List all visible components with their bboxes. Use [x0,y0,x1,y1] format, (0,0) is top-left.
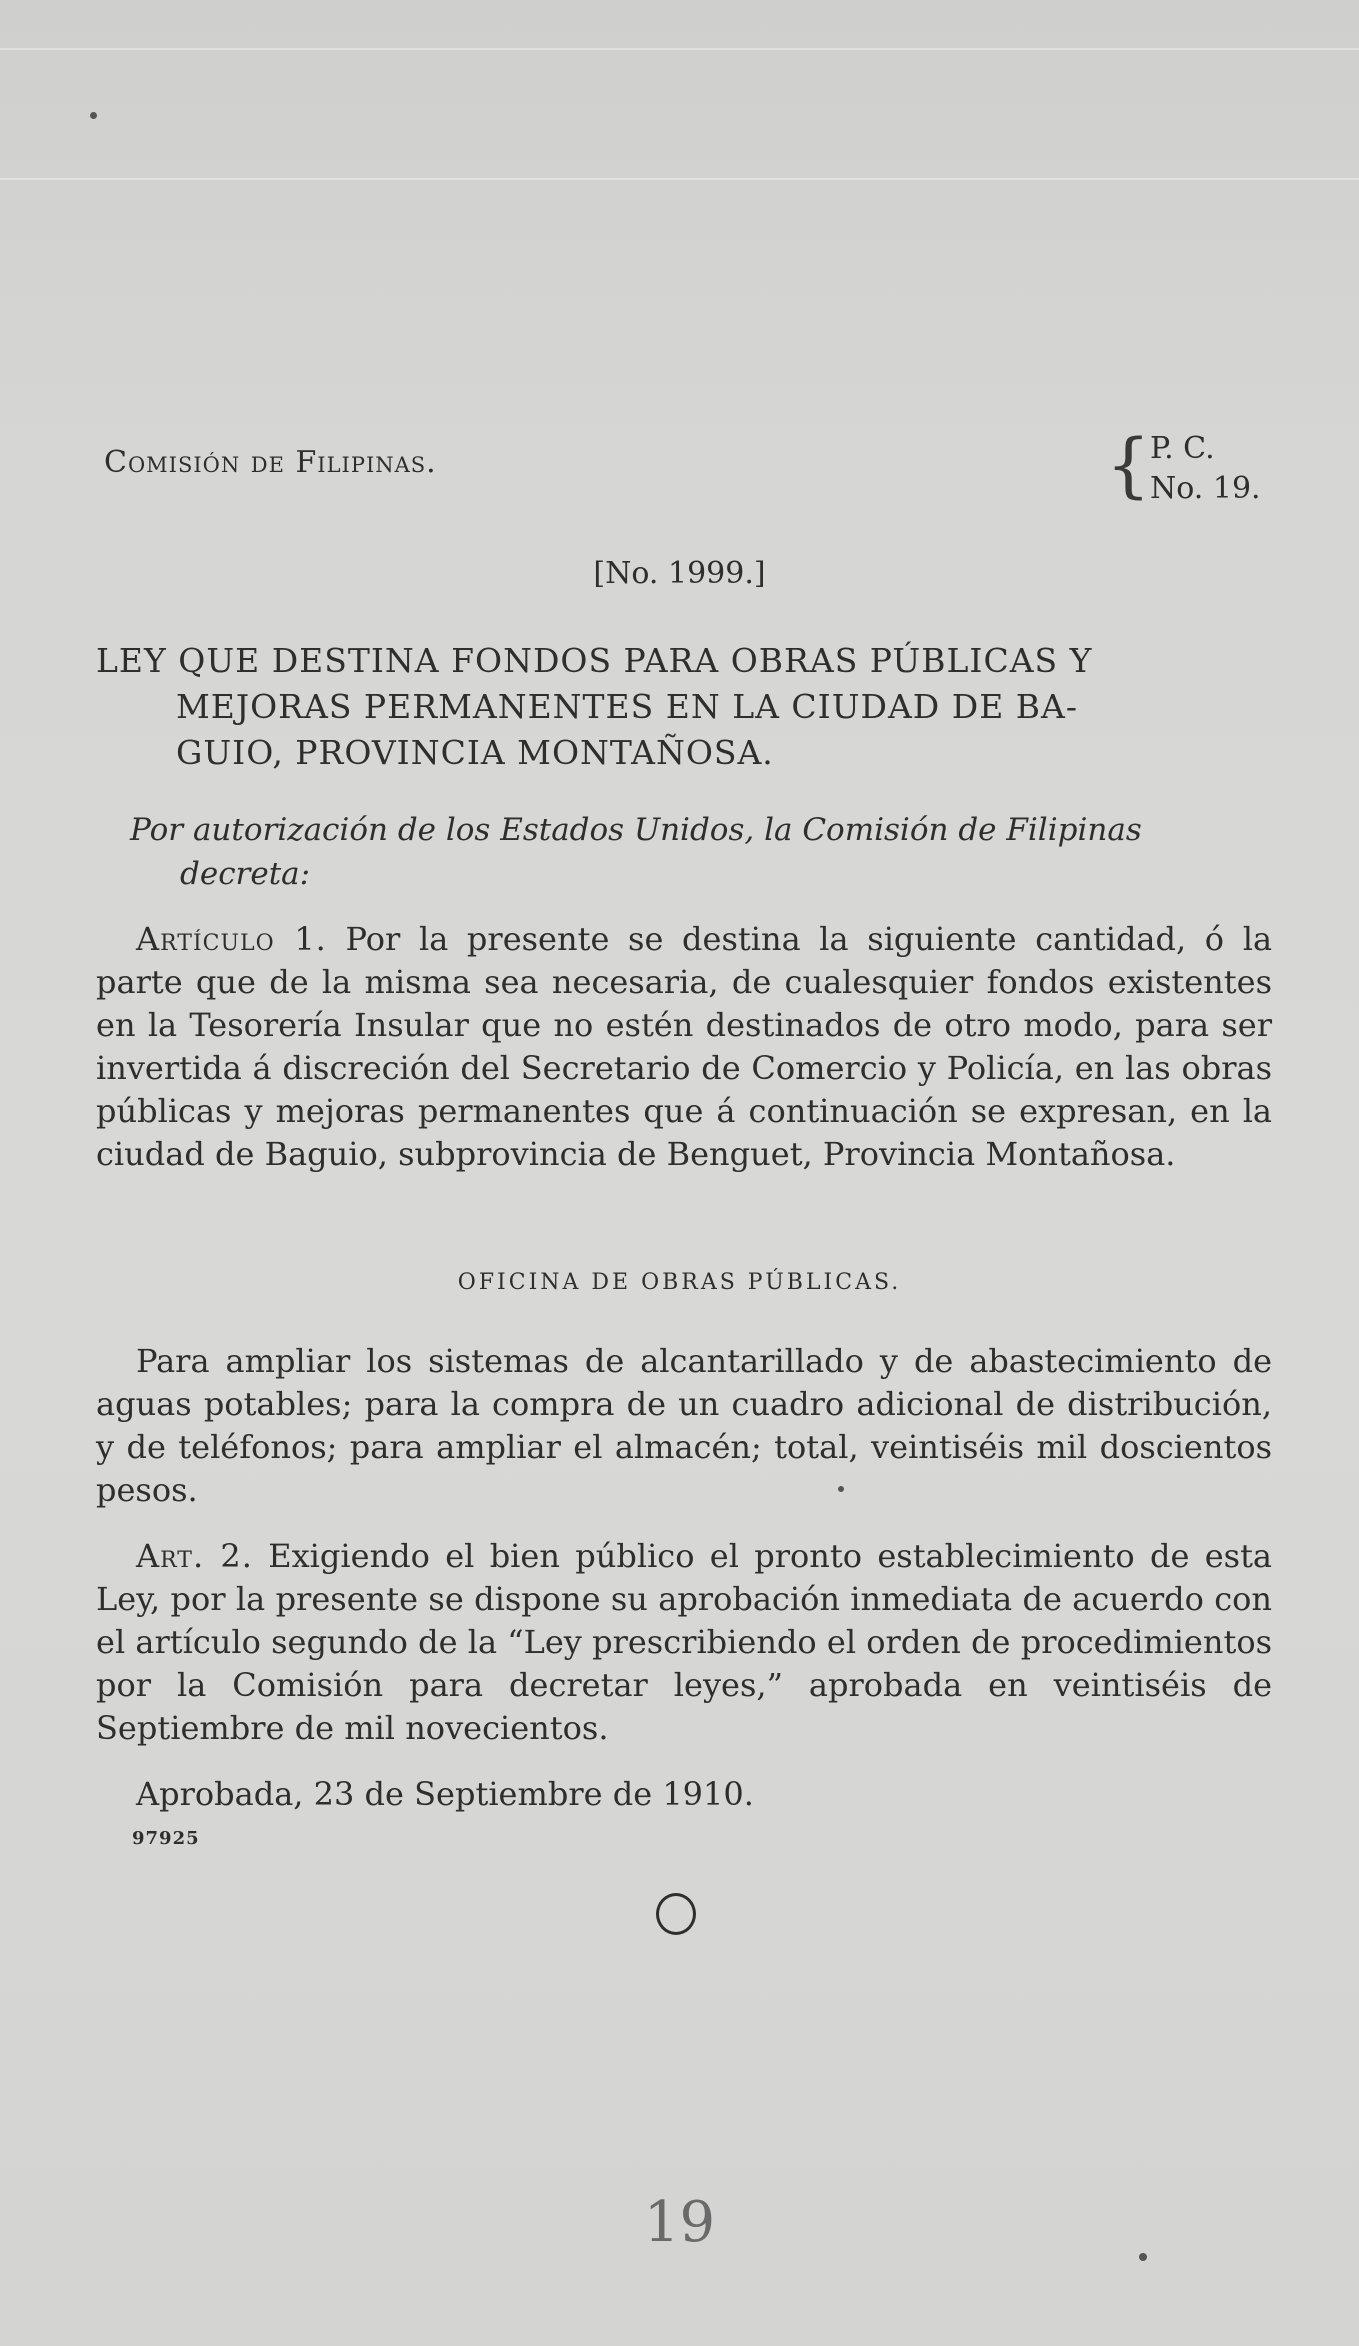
pc-label: P. C. [1150,431,1215,466]
document-header [104,425,1274,515]
title-line: LEY QUE DESTINA FONDOS PARA OBRAS PÚBLICAS Y [96,641,1093,680]
approval-date: Aprobada, 23 de Septiembre de 1910. [136,1775,754,1813]
appropriation-paragraph: Para ampliar los sistemas de alcantarillado y de abastecimiento de aguas potables; para la compra de un cuadro adicional de distribución, y de teléfonos; para ampliar el almacén; total, veintiséis mil doscientos pesos. [96,1342,1272,1509]
act-number: [No. 1999.] [593,556,766,591]
commission-name: Comisión de Filipinas. [104,445,437,480]
section-heading: OFICINA DE OBRAS PÚBLICAS. [457,1270,902,1295]
document-reference [1150,429,1261,509]
article-text: Exigiendo el bien público el pronto establecimiento de esta Ley, por la presente se dispone su aprobación inmediata de acuerdo con el artículo segundo de la “Ley prescribiendo el orden de procedimientos por la Comisión para decretar leyes,” aprobada en veintiséis de Septiembre de mil novecientos. [96,1537,1272,1747]
pc-number: No. 19. [1150,471,1261,506]
page-number: 19 [643,2190,716,2255]
article-label: Art. 2. [136,1537,253,1575]
scan-fold-line [0,48,1359,50]
preamble-line: Por autorización de los Estados Unidos, la Comisión de Filipinas [130,812,1142,848]
preamble-line: decreta: [180,856,311,892]
ink-speck [90,112,97,119]
brace-icon: { [1106,424,1151,506]
print-code: 97925 [132,1828,200,1849]
scan-fold-line [0,178,1359,180]
law-title [96,638,1276,776]
title-line: GUIO, PROVINCIA MONTAÑOSA. [176,733,774,772]
article-1 [96,918,1272,1176]
article-2 [96,1535,1272,1750]
circle-ornament-icon [656,1893,696,1935]
article-text: Por la presente se destina la siguiente cantidad, ó la parte que de la misma sea necesaria, de cualesquier fondos existentes en la Tesorería Insular que no estén destinados de otro modo, para ser invertida á discreción del Secretario de Comercio y Policía, en las obras públicas y mejoras permanentes que á continuación se expresan, en la ciudad de Baguio, subprovincia de Benguet, Provincia Montañosa. [96,920,1273,1173]
enacting-clause [130,808,1280,896]
title-line: MEJORAS PERMANENTES EN LA CIUDAD DE BA- [176,687,1079,726]
article-label: Artículo 1. [136,920,327,958]
